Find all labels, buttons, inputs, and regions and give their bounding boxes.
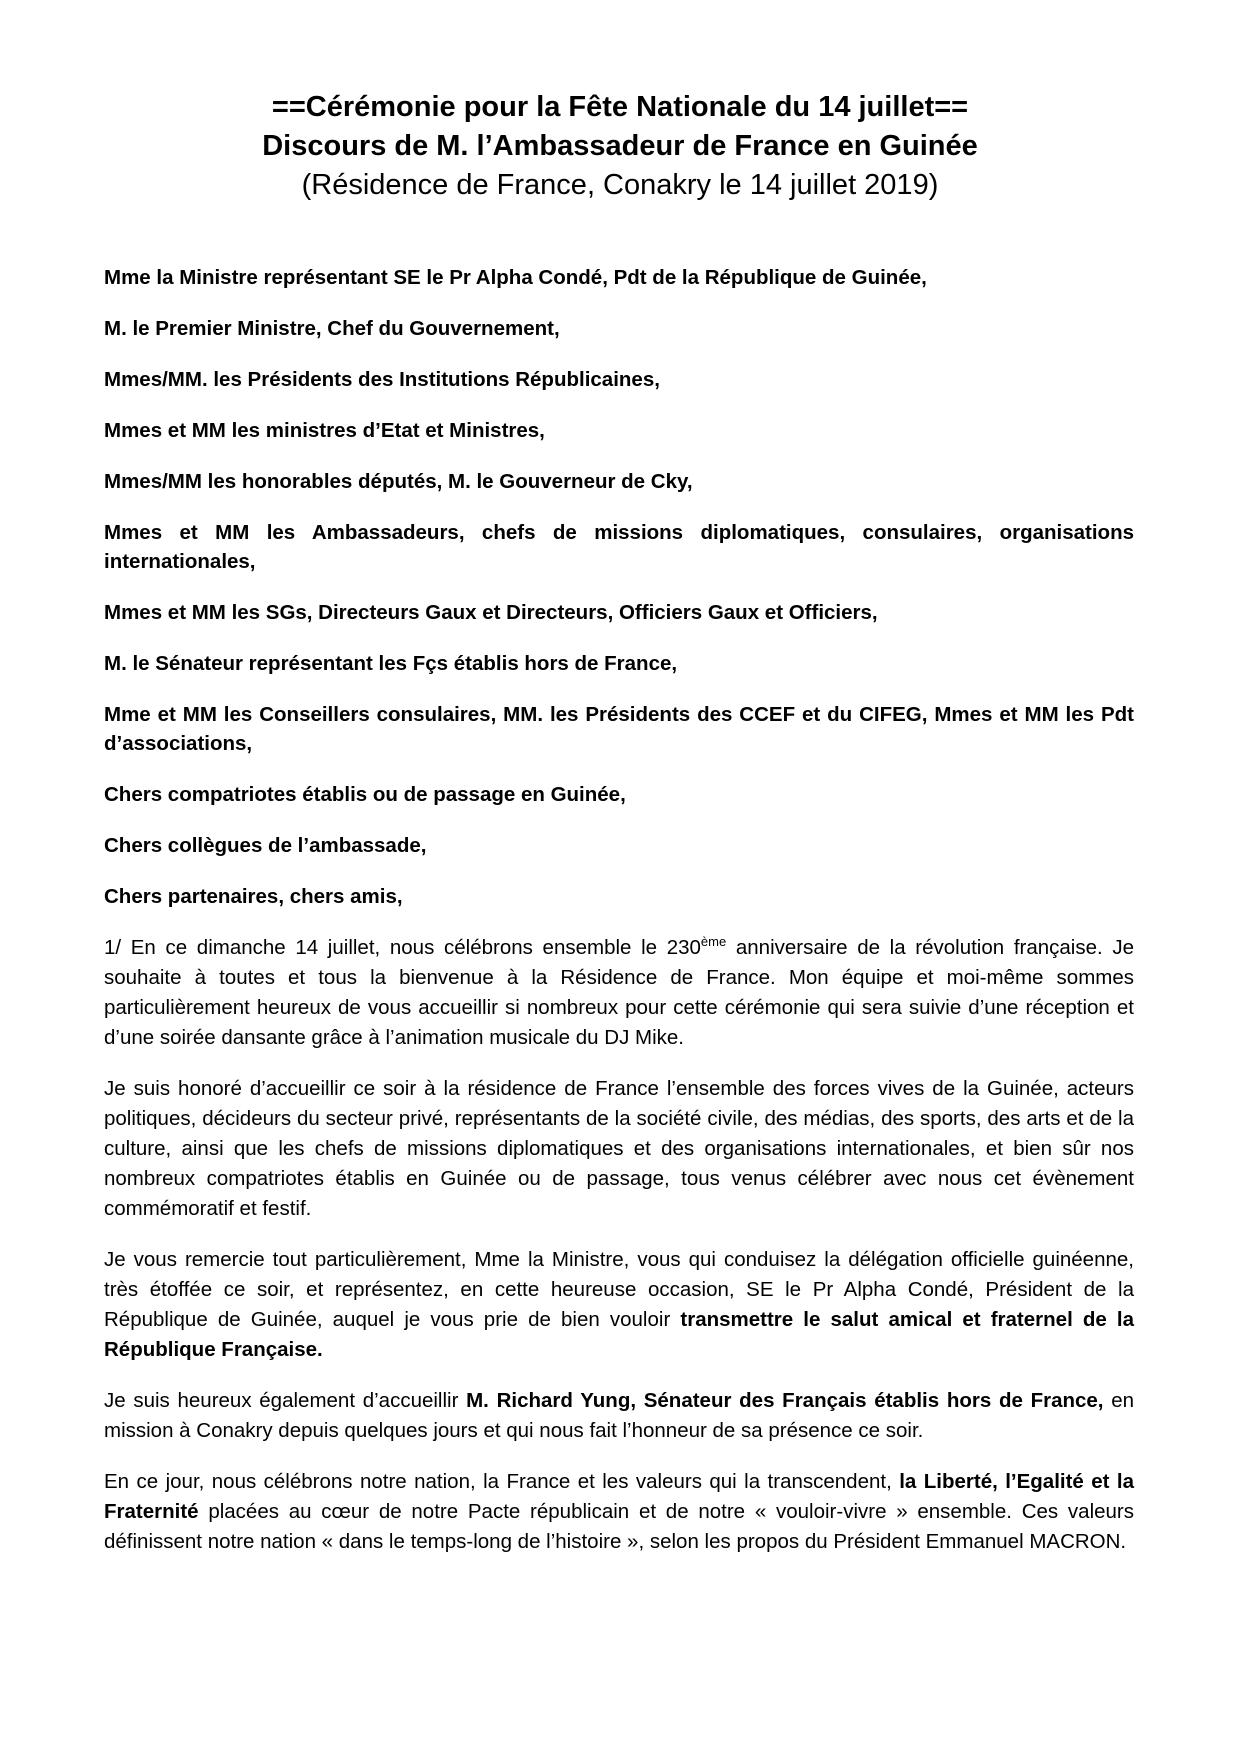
salutation-10: Chers compatriotes établis ou de passage en Guinée,: [104, 783, 626, 806]
salutation-2: M. le Premier Ministre, Chef du Gouvernement,: [104, 317, 560, 340]
salutation-7: Mmes et MM les SGs, Directeurs Gaux et Directeurs, Officiers Gaux et Officiers,: [104, 601, 878, 624]
salutation-6: Mmes et MM les Ambassadeurs, chefs de missions diplomatiques, consulaires, organisations internationales,: [104, 521, 1134, 573]
document-body: [104, 263, 1134, 1578]
paragraph-5-bold: la Liberté, l’Egalité et la Fraternité: [104, 1470, 1135, 1523]
paragraph-2: Je suis honoré d’accueillir ce soir à la résidence de France l’ensemble des forces vives de la Guinée, acteurs politiques, décideurs du secteur privé, représentants de la société civile, des médias, des sports, des arts et de la culture, ainsi que les chefs de missions diplomatiques et des organisations internationales, et bien sûr nos nombreux compatriotes établis en Guinée ou de passage, tous venus célébrer avec nous cet évènement commémoratif et festif.: [104, 1077, 1134, 1220]
salutation-12: Chers partenaires, chers amis,: [104, 885, 403, 908]
subtitle: (Résidence de France, Conakry le 14 juillet 2019): [301, 169, 939, 201]
paragraph-5-text-a: En ce jour, nous célébrons notre nation, la France et les valeurs qui la transcendent,: [104, 1470, 900, 1493]
paragraph-3-bold: transmettre le salut amical et fraternel de la République Française.: [104, 1308, 1135, 1361]
paragraph-1: [104, 933, 1134, 1053]
salutation-8: M. le Sénateur représentant les Fçs établis hors de France,: [104, 652, 678, 675]
paragraph-5: [104, 1467, 1134, 1557]
paragraph-1-text-b: anniversaire de la révolution française. Je souhaite à toutes et tous la bienvenue à la Résidence de France. Mon équipe et moi-même sommes particulièrement heureux de vous accueillir si nombreux pour cette cérémonie qui sera suivie d’une réception et d’une soirée dansante grâce à l’animation musicale du DJ Mike.: [104, 936, 1135, 1049]
salutation-1: Mme la Ministre représentant SE le Pr Alpha Condé, Pdt de la République de Guinée,: [104, 266, 927, 289]
paragraph-3-text-a: Je vous remercie tout particulièrement, Mme la Ministre, vous qui conduisez la délégation officielle guinéenne, très étoffée ce soir, et représentez, en cette heureuse occasion, SE le Pr Alpha Condé, Président de la République de Guinée, auquel je vous prie de bien vouloir: [104, 1248, 1134, 1331]
paragraph-4: [104, 1386, 1134, 1446]
document-header: [100, 88, 1140, 205]
title-line-2: Discours de M. l’Ambassadeur de France en Guinée: [262, 130, 978, 162]
paragraph-4-bold: M. Richard Yung, Sénateur des Français établis hors de France,: [466, 1389, 1104, 1412]
salutation-4: Mmes et MM les ministres d’Etat et Ministres,: [104, 419, 545, 442]
salutation-5: Mmes/MM les honorables députés, M. le Gouverneur de Cky,: [104, 470, 693, 493]
title-line-1: ==Cérémonie pour la Fête Nationale du 14 juillet==: [271, 91, 969, 123]
paragraph-4-text-b: en mission à Conakry depuis quelques jours et qui nous fait l’honneur de sa présence ce soir.: [104, 1389, 1134, 1442]
paragraph-1-superscript: ème: [700, 934, 727, 950]
paragraph-3: [104, 1245, 1134, 1365]
salutation-11: Chers collègues de l’ambassade,: [104, 834, 427, 857]
paragraph-4-text-a: Je suis heureux également d’accueillir: [104, 1389, 467, 1412]
paragraph-1-text-a: 1/ En ce dimanche 14 juillet, nous célébrons ensemble le 230: [104, 936, 701, 959]
paragraph-5-text-b: placées au cœur de notre Pacte républicain et de notre « vouloir-vivre » ensemble. Ces valeurs définissent notre nation « dans le temps-long de l’histoire », selon les propos du Président Emmanuel MACRON.: [104, 1500, 1134, 1553]
salutation-3: Mmes/MM. les Présidents des Institutions Républicaines,: [104, 368, 660, 391]
salutation-9: Mme et MM les Conseillers consulaires, MM. les Présidents des CCEF et du CIFEG, Mmes et MM les Pdt d’associations,: [104, 703, 1134, 755]
